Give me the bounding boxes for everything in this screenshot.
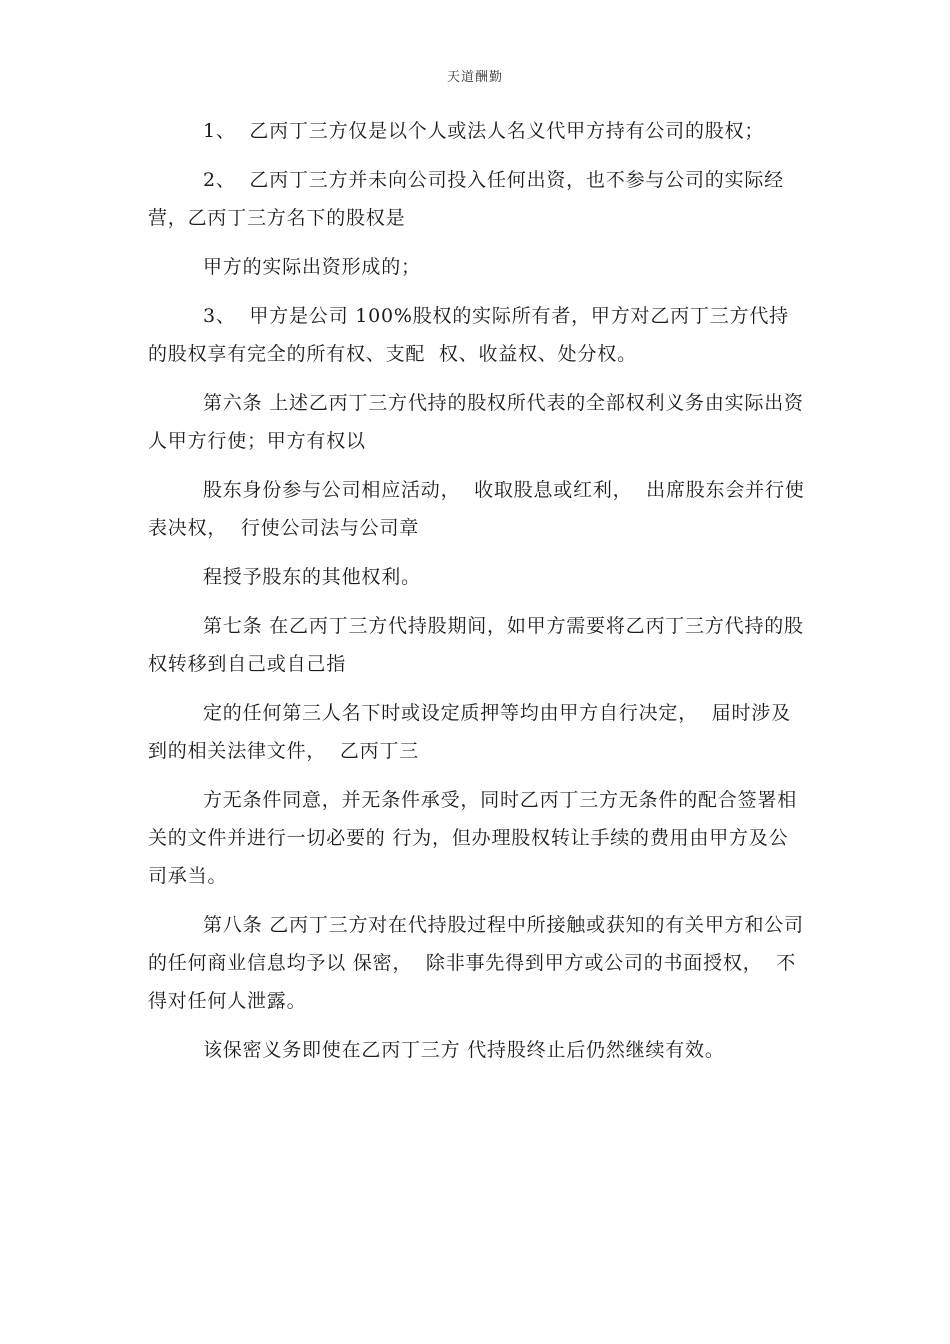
paragraph-2: 2、 乙丙丁三方并未向公司投入任何出资，也不参与公司的实际经营，乙丙丁三方名下的股权是 (148, 169, 784, 229)
document-body (148, 112, 808, 1080)
paragraph-10: 方无条件同意，并无条件承受，同时乙丙丁三方无条件的配合签署相关的文件并进行一切必要的 行为，但办理股权转让手续的费用由甲方及公司承当。 (148, 789, 798, 887)
paragraph-3: 甲方的实际出资形成的； (203, 256, 421, 278)
paragraph-6: 股东身份参与公司相应活动， 收取股息或红利， 出席股东会并行使表决权， 行使公司法与公司章 (148, 479, 805, 539)
paragraph-9: 定的任何第三人名下时或设定质押等均由甲方自行决定， 届时涉及到的相关法律文件， 乙丙丁三 (148, 702, 791, 762)
paragraph-1: 1、 乙丙丁三方仅是以个人或法人名义代甲方持有公司的股权； (203, 120, 765, 142)
paragraph-12: 该保密义务即使在乙丙丁三方 代持股终止后仍然继续有效。 (203, 1039, 725, 1061)
paragraph-5: 第六条 上述乙丙丁三方代持的股权所代表的全部权利义务由实际出资人甲方行使；甲方有权以 (148, 392, 804, 452)
page-header: 天道酬勤 (446, 70, 503, 85)
paragraph-11: 第八条 乙丙丁三方对在代持股过程中所接触或获知的有关甲方和公司的任何商业信息均予以 保密， 除非事先得到甲方或公司的书面授权， 不得对任何人泄露。 (148, 914, 804, 1012)
paragraph-7: 程授予股东的其他权利。 (203, 566, 421, 588)
paragraph-8: 第七条 在乙丙丁三方代持股期间，如甲方需要将乙丙丁三方代持的股权转移到自己或自己指 (148, 615, 804, 675)
paragraph-4: 3、 甲方是公司 100%股权的实际所有者，甲方对乙丙丁三方代持的股权享有完全的所有权、支配 权、收益权、处分权。 (148, 305, 789, 365)
